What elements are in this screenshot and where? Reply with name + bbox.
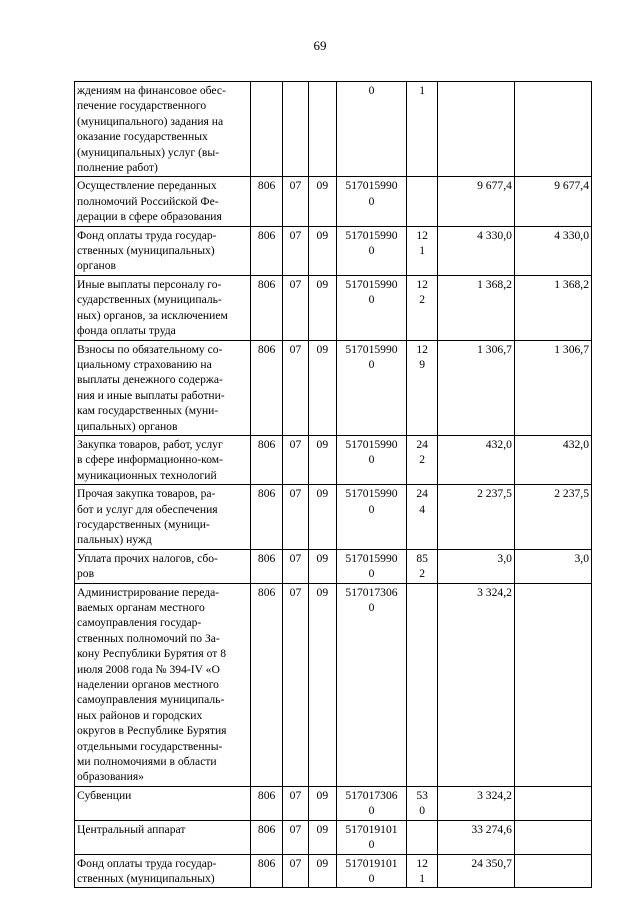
row-rz-cell: 07 xyxy=(282,820,308,854)
row-sum1-cell: 2 237,5 xyxy=(437,485,514,550)
row-csr-cell: 517015990 0 xyxy=(336,485,407,550)
row-sum2-cell: 4 330,0 xyxy=(514,226,591,275)
row-csr-cell: 517017306 0 xyxy=(336,583,407,786)
row-rz-cell: 07 xyxy=(282,226,308,275)
row-sum2-cell xyxy=(514,82,591,177)
row-pr-cell: 09 xyxy=(309,226,336,275)
row-sum2-cell xyxy=(514,820,591,854)
row-rz-cell: 07 xyxy=(282,583,308,786)
row-sum1-cell: 432,0 xyxy=(437,435,514,484)
row-name-cell: Уплата прочих налогов, сбо- ров xyxy=(75,549,251,583)
row-gr-cell: 806 xyxy=(251,275,282,340)
table-row xyxy=(75,786,592,820)
table-row xyxy=(75,435,592,484)
row-csr-cell: 0 xyxy=(336,82,407,177)
row-vr-cell: 1 xyxy=(407,82,437,177)
row-gr-cell: 806 xyxy=(251,786,282,820)
row-gr-cell: 806 xyxy=(251,226,282,275)
row-sum1-cell: 3 324,2 xyxy=(437,786,514,820)
row-gr-cell: 806 xyxy=(251,549,282,583)
row-vr-cell: 12 1 xyxy=(407,226,437,275)
row-vr-cell: 12 2 xyxy=(407,275,437,340)
row-sum1-cell: 24 350,7 xyxy=(437,854,514,888)
row-pr-cell: 09 xyxy=(309,435,336,484)
row-vr-cell: 53 0 xyxy=(407,786,437,820)
row-pr-cell: 09 xyxy=(309,340,336,435)
row-gr-cell: 806 xyxy=(251,854,282,888)
row-sum2-cell xyxy=(514,786,591,820)
row-rz-cell: 07 xyxy=(282,854,308,888)
table-row xyxy=(75,583,592,786)
row-rz-cell: 07 xyxy=(282,340,308,435)
table-row xyxy=(75,549,592,583)
row-sum2-cell: 9 677,4 xyxy=(514,177,591,226)
row-sum2-cell: 1 368,2 xyxy=(514,275,591,340)
row-csr-cell: 517015990 0 xyxy=(336,549,407,583)
row-sum1-cell: 1 306,7 xyxy=(437,340,514,435)
row-pr-cell: 09 xyxy=(309,177,336,226)
table-row xyxy=(75,485,592,550)
row-pr-cell: 09 xyxy=(309,854,336,888)
row-csr-cell: 517015990 0 xyxy=(336,435,407,484)
row-gr-cell xyxy=(251,82,282,177)
row-sum2-cell: 432,0 xyxy=(514,435,591,484)
row-sum1-cell: 9 677,4 xyxy=(437,177,514,226)
row-name-cell: Фонд оплаты труда государ- ственных (муниципальных) органов xyxy=(75,226,251,275)
table-row xyxy=(75,82,592,177)
row-sum1-cell: 4 330,0 xyxy=(437,226,514,275)
row-vr-cell: 12 9 xyxy=(407,340,437,435)
row-gr-cell: 806 xyxy=(251,177,282,226)
row-csr-cell: 517015990 0 xyxy=(336,340,407,435)
table-row xyxy=(75,820,592,854)
row-name-cell: Взносы по обязательному со- циальному страхованию на выплаты денежного содержа- ния и иные выплаты работни- кам государственных (муни- ципальных) органов xyxy=(75,340,251,435)
row-sum1-cell: 33 274,6 xyxy=(437,820,514,854)
row-sum1-cell xyxy=(437,82,514,177)
row-rz-cell: 07 xyxy=(282,786,308,820)
row-sum2-cell xyxy=(514,583,591,786)
budget-table xyxy=(74,81,592,888)
row-rz-cell: 07 xyxy=(282,485,308,550)
row-csr-cell: 517015990 0 xyxy=(336,226,407,275)
row-sum1-cell: 3,0 xyxy=(437,549,514,583)
table-row xyxy=(75,226,592,275)
row-gr-cell: 806 xyxy=(251,583,282,786)
row-csr-cell: 517015990 0 xyxy=(336,177,407,226)
row-gr-cell: 806 xyxy=(251,340,282,435)
row-name-cell: Закупка товаров, работ, услуг в сфере информационно-ком- муникационных технологий xyxy=(75,435,251,484)
row-name-cell: Осуществление переданных полномочий Российской Фе- дерации в сфере образования xyxy=(75,177,251,226)
row-sum2-cell xyxy=(514,854,591,888)
row-rz-cell: 07 xyxy=(282,435,308,484)
table-row xyxy=(75,340,592,435)
page-number: 69 xyxy=(313,38,327,53)
row-rz-cell: 07 xyxy=(282,177,308,226)
row-pr-cell: 09 xyxy=(309,820,336,854)
row-pr-cell: 09 xyxy=(309,583,336,786)
row-name-cell: Субвенции xyxy=(75,786,251,820)
row-sum1-cell: 3 324,2 xyxy=(437,583,514,786)
table-row xyxy=(75,275,592,340)
row-sum2-cell: 1 306,7 xyxy=(514,340,591,435)
row-vr-cell: 24 4 xyxy=(407,485,437,550)
row-gr-cell: 806 xyxy=(251,435,282,484)
table-row xyxy=(75,177,592,226)
row-pr-cell: 09 xyxy=(309,485,336,550)
row-name-cell: Фонд оплаты труда государ- ственных (муниципальных) xyxy=(75,854,251,888)
row-gr-cell: 806 xyxy=(251,485,282,550)
row-vr-cell: 12 1 xyxy=(407,854,437,888)
table-body xyxy=(75,82,592,888)
row-pr-cell xyxy=(309,82,336,177)
row-vr-cell: 85 2 xyxy=(407,549,437,583)
row-pr-cell: 09 xyxy=(309,549,336,583)
row-csr-cell: 517019101 0 xyxy=(336,820,407,854)
row-vr-cell xyxy=(407,583,437,786)
row-name-cell: ждениям на финансовое обес- печение государственного (муниципального) задания на оказание государственных (муниципальных) услуг (вы- полнение работ) xyxy=(75,82,251,177)
row-pr-cell: 09 xyxy=(309,786,336,820)
row-sum2-cell: 3,0 xyxy=(514,549,591,583)
row-vr-cell xyxy=(407,177,437,226)
row-gr-cell: 806 xyxy=(251,820,282,854)
row-vr-cell xyxy=(407,820,437,854)
row-pr-cell: 09 xyxy=(309,275,336,340)
table-row xyxy=(75,854,592,888)
row-csr-cell: 517017306 0 xyxy=(336,786,407,820)
row-csr-cell: 517015990 0 xyxy=(336,275,407,340)
row-rz-cell: 07 xyxy=(282,275,308,340)
row-rz-cell xyxy=(282,82,308,177)
row-sum2-cell: 2 237,5 xyxy=(514,485,591,550)
row-vr-cell: 24 2 xyxy=(407,435,437,484)
row-csr-cell: 517019101 0 xyxy=(336,854,407,888)
row-name-cell: Иные выплаты персоналу го- сударственных (муниципаль- ных) органов, за исключением фонда оплаты труда xyxy=(75,275,251,340)
row-name-cell: Центральный аппарат xyxy=(75,820,251,854)
row-name-cell: Администрирование переда- ваемых органам местного самоуправления государ- ственных полномочий по За- кону Республики Бурятия от 8 июля 2008 года № 394-IV «О наделении органов местного самоуправления муниципаль- ных районов и городских округов в Республике Бурятия отдельными государственны- ми полномочиями в области образования» xyxy=(75,583,251,786)
row-sum1-cell: 1 368,2 xyxy=(437,275,514,340)
row-name-cell: Прочая закупка товаров, ра- бот и услуг для обеспечения государственных (муници- пальных) нужд xyxy=(75,485,251,550)
row-rz-cell: 07 xyxy=(282,549,308,583)
